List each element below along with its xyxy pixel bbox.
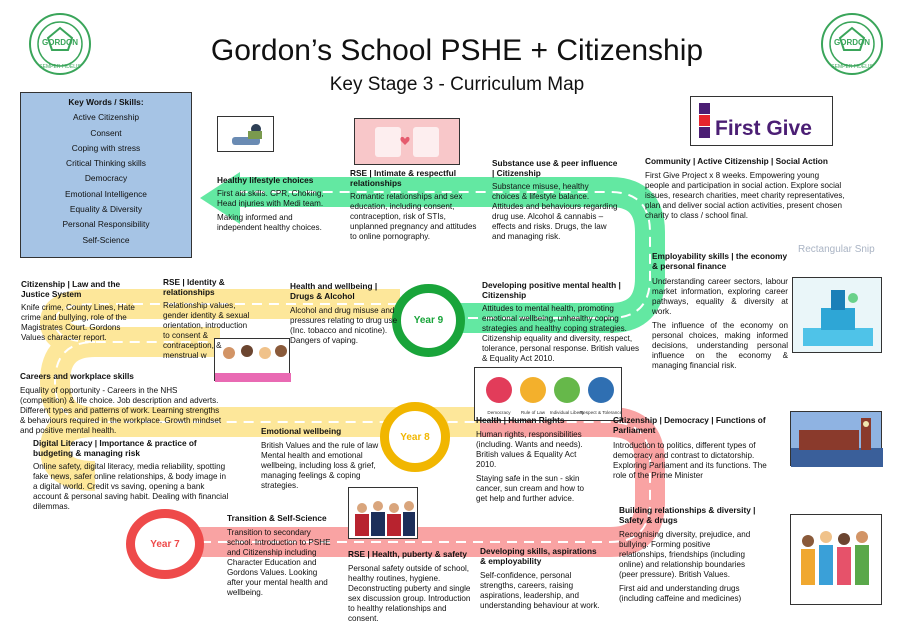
keyword-item: Active Citizenship	[72, 112, 140, 123]
section-title: Community | Active Citizenship | Social Action	[645, 156, 828, 166]
section-text: Online safety, digital literacy, media reliability, spotting fake news, safer online relationships, & body image in a digital world. Credit vs saving, opening a bank account & personal saving habit. Dealing with financial dilemmas.	[33, 462, 229, 511]
section-title: RSE | Intimate & respectful relationships	[350, 168, 457, 188]
section-title: RSE | Health, puberty & safety	[348, 549, 467, 559]
value-respect: Respect & Tolerance	[579, 410, 623, 415]
section-title: Citizenship | Democracy | Functions of Parliament	[613, 415, 766, 435]
section-title: Emotional wellbeing	[261, 426, 342, 436]
section-relationships-diversity	[619, 505, 759, 608]
section-substance-use	[492, 158, 618, 246]
section-title: Healthy lifestyle choices	[217, 175, 314, 185]
section-transition	[227, 513, 333, 602]
economy-image	[792, 277, 882, 353]
keywords-panel	[20, 92, 192, 258]
section-emotional-wellbeing	[261, 426, 381, 495]
first-give-logo	[690, 96, 833, 146]
school-crest-left	[28, 12, 92, 76]
crest-motto-left: SEMPER FIDELIS	[39, 64, 81, 70]
keyword-item: Democracy	[84, 173, 128, 184]
section-mental-health	[482, 280, 642, 363]
parliament-image	[790, 411, 882, 466]
section-title: Citizenship | Law and the Justice System	[21, 279, 121, 299]
section-text: Human rights, responsibilities (including. Wants and needs). British values & Equality Act 2010.	[476, 430, 583, 469]
page-title: Gordon’s School PSHE + Citizenship	[210, 34, 704, 67]
value-rule-of-law: Rule of Law	[520, 410, 546, 415]
section-employability	[652, 251, 788, 375]
section-title: Substance use & peer influence | Citizenship	[492, 158, 618, 178]
section-text: British Values and the rule of law Mental health and emotional wellbeing, including loss & grief, managing feelings & coping strategies.	[261, 441, 379, 490]
keyword-item: Personal Responsibility	[62, 219, 150, 230]
section-title: Careers and workplace skills	[20, 371, 134, 381]
section-rse-identity	[163, 277, 255, 365]
section-healthy-lifestyle	[217, 175, 329, 237]
school-crest-right	[820, 12, 884, 76]
section-text: Introduction to politics, different types of democracy and contrast to dictatorship. Exploring Parliament and its functions. The role of the Prime Minister	[613, 441, 767, 480]
section-title: Developing positive mental health | Citizenship	[482, 280, 621, 300]
section-text: Staying safe in the sun - skin cancer, sun cream and how to get help and further advice.	[476, 474, 584, 503]
keyword-item: Equality & Diversity	[69, 204, 143, 215]
diversity-image	[790, 514, 882, 605]
section-community	[645, 156, 845, 225]
year8-marker: Year 8	[380, 402, 450, 472]
keyword-item: Self-Science	[82, 234, 130, 245]
section-text: Romantic relationships and sex education, including consent, contraception, risk of STIs, unplanned pregnancy and attitudes to online pornography.	[350, 192, 477, 241]
section-text: First Give Project x 8 weeks. Empowering young people and participation in social action. Explore social issues, research charities, meet charity representatives, plan and deliver social action activities, present chosen charity to class / school final.	[645, 171, 845, 220]
section-text: Personal safety outside of school, healthy routines, hygiene. Deconstructing puberty and single sex discussion group. Introduction to healthy relationships and consent.	[348, 564, 471, 623]
relationships-image	[354, 118, 460, 165]
section-text: Recognising diversity, prejudice, and bullying. Forming positive relationships, friendships (including online) and relationship boundaries (peer pressure). British Values.	[619, 530, 751, 579]
keyword-item: Coping with stress	[71, 142, 141, 153]
section-text: Understanding career sectors, labour market information, exploring career pathways, equality & diversity at work.	[652, 277, 788, 316]
year7-marker: Year 7	[126, 509, 204, 579]
section-text: Knife crime, County Lines, Hate crime and bullying, role of the Magistrates Court. Gordons Values character report.	[21, 303, 135, 342]
section-text: The influence of the economy on personal choices, making informed decisions, understanding personal influence on the economy & managing financial risk.	[652, 321, 788, 370]
section-text: Substance misuse, healthy choices & lifestyle balance. Attitudes and behaviours regarding drug use. Alcohol & cannabis – effects and risks. Drugs, the law and managing risk.	[492, 182, 618, 241]
section-digital-literacy	[33, 438, 229, 516]
keyword-item: Emotional Intelligence	[65, 188, 147, 199]
section-title: Building relationships & diversity | Safety & drugs	[619, 505, 756, 525]
year9-marker: Year 9	[392, 284, 465, 357]
keyword-item: Consent	[90, 127, 122, 138]
section-text: Alcohol and drug misuse and pressures relating to drug use (Inc. tobacco and nicotine). Dangers of vaping.	[290, 306, 398, 345]
section-puberty-safety	[348, 549, 474, 628]
snip-watermark: Rectangular Snip	[798, 244, 875, 255]
section-title: RSE | Identity & relationships	[163, 277, 225, 297]
section-text: Making informed and independent healthy choices.	[217, 213, 322, 232]
section-text: Equality of opportunity - Careers in the NHS (competition) & life choice. Job description and adverts. Different types and patterns of work. Learning strengths & behaviours required in the workplace. Growth mindset and positive mental health.	[20, 386, 222, 435]
section-human-rights	[476, 415, 592, 508]
section-democracy	[613, 415, 773, 485]
keyword-item: Critical Thinking skills	[66, 158, 146, 169]
section-text: First aid skills. CPR, Choking, Head injuries with Medi team.	[217, 189, 324, 208]
first-aid-image	[217, 116, 274, 152]
british-values-image	[474, 367, 622, 421]
value-democracy: Democracy	[487, 410, 511, 415]
section-title: Transition & Self-Science	[227, 513, 327, 523]
section-text: First aid and understanding drugs (including caffeine and medicines)	[619, 584, 742, 603]
section-text: Self-confidence, personal strengths, careers, raising aspirations, leadership, and understanding behaviour at work.	[480, 571, 600, 610]
section-title: Developing skills, aspirations & employability	[480, 546, 597, 566]
section-text: Attitudes to mental health, promoting emotional wellbeing, unhealthy coping strategies and healthy coping strategies. Citizenship equality and diversity, respect, tolerance, personal response. British values & Equality Act 2010.	[482, 304, 640, 363]
section-title: Health and wellbeing | Drugs & Alcohol	[290, 281, 378, 301]
crest-text-left: GORDON	[42, 38, 78, 47]
crest-motto-right: SEMPER FIDELIS	[831, 64, 873, 70]
crest-text-right: GORDON	[834, 38, 870, 47]
section-text: Relationship values, gender identity & sexual orientation, introduction to consent & contraception, & menstrual w	[163, 301, 250, 360]
value-individual-liberty: Individual Liberty	[549, 410, 585, 415]
section-careers	[20, 371, 226, 440]
section-title: Health | Human Rights	[476, 415, 565, 425]
section-drugs-alcohol	[290, 281, 402, 350]
section-aspirations	[480, 546, 604, 615]
section-text: Transition to secondary school. Introduction to PSHE and Citizenship including Character Education and Gordons Values. Looking after your mental health and wellbeing.	[227, 528, 331, 597]
section-rse-intimate	[350, 168, 480, 246]
first-give-text: First Give	[715, 117, 812, 140]
keywords-heading: Key Words / Skills:	[68, 97, 144, 107]
section-title: Digital Literacy | Importance & practice of budgeting & managing risk	[33, 438, 197, 458]
page-subtitle: Key Stage 3 - Curriculum Map	[329, 74, 585, 95]
section-title: Employability skills | the economy & personal finance	[652, 251, 788, 271]
section-law-justice	[21, 279, 143, 347]
